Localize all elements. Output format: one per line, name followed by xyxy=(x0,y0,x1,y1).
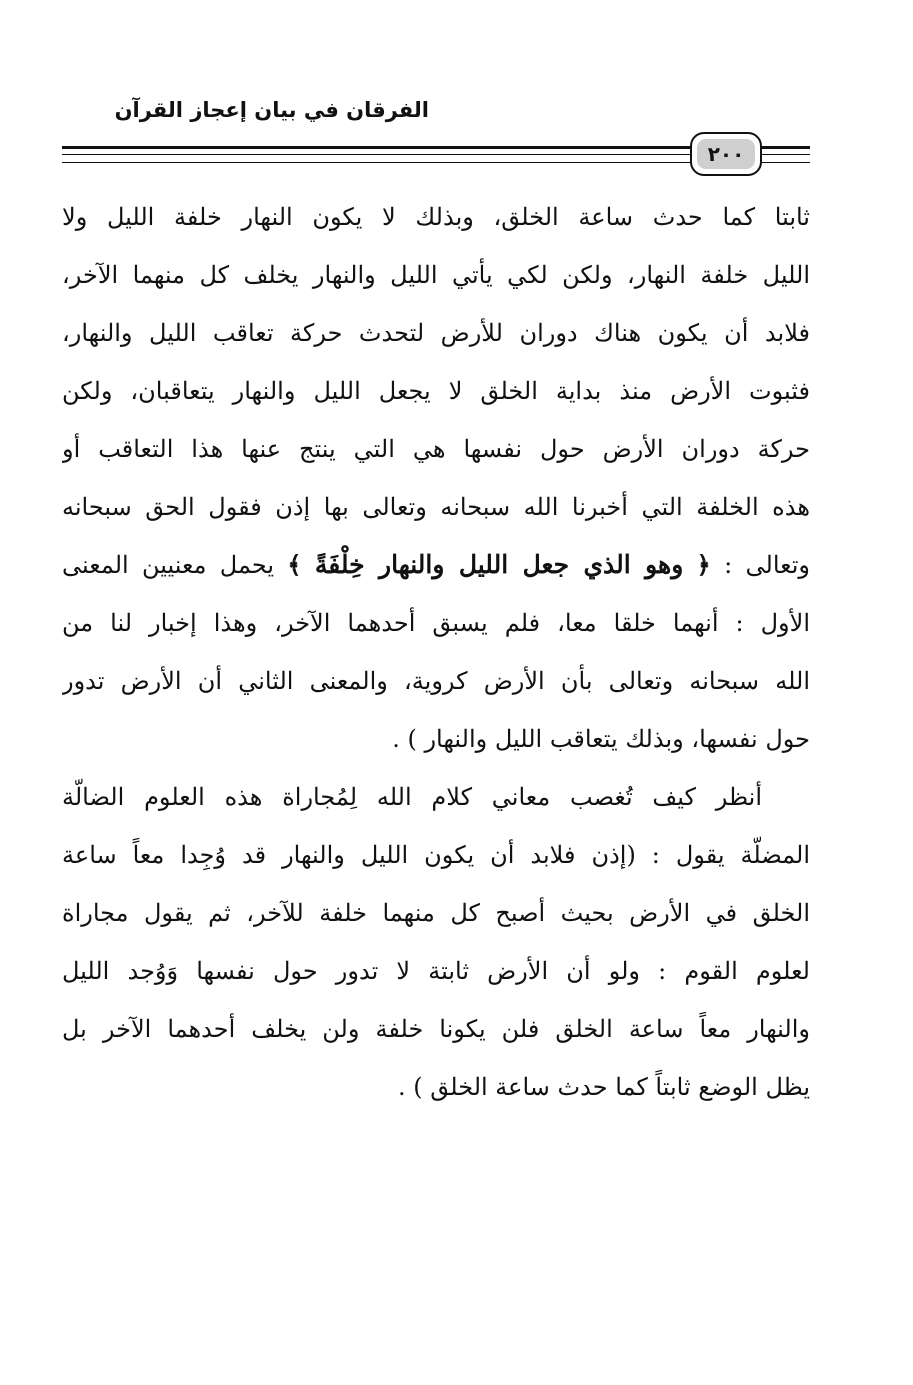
verse-close-bracket: ﴾ xyxy=(287,550,302,579)
text-line: ثابتا كما حدث ساعة الخلق، وبذلك لا يكون النهار خلفة الليل ولا xyxy=(62,203,810,231)
text-line: فلابد أن يكون هناك دوران للأرض لتحدث حركة تعاقب الليل والنهار، xyxy=(62,319,810,347)
text-line: الليل خلفة النهار، ولكن لكي يأتي الليل والنهار يخلف كل منهما الآخر، xyxy=(62,261,810,289)
text-line: يظل الوضع ثابتاً كما حدث ساعة الخلق ) . xyxy=(397,1073,810,1101)
text-line: الأول : أنهما خلقا معا، فلم يسبق أحدهما الآخر، وهذا إخبار لنا من xyxy=(62,609,810,637)
text-line: هذه الخلفة التي أخبرنا الله سبحانه وتعالى بها إذن فقول الحق سبحانه xyxy=(62,493,810,521)
paragraph-first-line: أنظر كيف تُغصب معاني كلام الله لِمُجاراة هذه العلوم الضالّة xyxy=(62,783,762,811)
page-number-badge xyxy=(690,132,762,176)
text-line: الله سبحانه وتعالى بأن الأرض كروية، والمعنى الثاني أن الأرض تدور xyxy=(62,667,810,695)
text-line: والنهار معاً ساعة الخلق فلن يكونا خلفة ولن يخلف أحدهما الآخر بل xyxy=(62,1015,810,1043)
text-line: فثبوت الأرض منذ بداية الخلق لا يجعل الليل والنهار يتعاقبان، ولكن xyxy=(62,377,810,405)
verse-continuation: يحمل معنيين المعنى xyxy=(62,551,275,579)
verse-text-line xyxy=(62,536,810,594)
page-number: ٢٠٠ xyxy=(697,139,755,169)
text-line: حركة دوران الأرض حول نفسها هي التي ينتج عنها هذا التعاقب أو xyxy=(62,435,810,463)
verse-intro: وتعالى : xyxy=(724,551,810,579)
text-line: الخلق في الأرض بحيث أصبح كل منهما خلفة للآخر، ثم يقول مجاراة xyxy=(62,899,810,927)
body-text xyxy=(62,188,810,1116)
text-line: المضلّة يقول : (إذن فلابد أن يكون الليل والنهار قد وُجِدا معاً ساعة xyxy=(62,841,810,869)
verse-open-bracket: ﴿ xyxy=(696,550,711,579)
text-line: لعلوم القوم : ولو أن الأرض ثابتة لا تدور حول نفسها وَوُجد الليل xyxy=(62,957,810,985)
text-line: حول نفسها، وبذلك يتعاقب الليل والنهار ) . xyxy=(392,725,810,753)
quran-verse: وهو الذي جعل الليل والنهار خِلْفَةً xyxy=(314,550,684,579)
running-header-title: الفرقان في بيان إعجاز القرآن xyxy=(114,98,429,122)
